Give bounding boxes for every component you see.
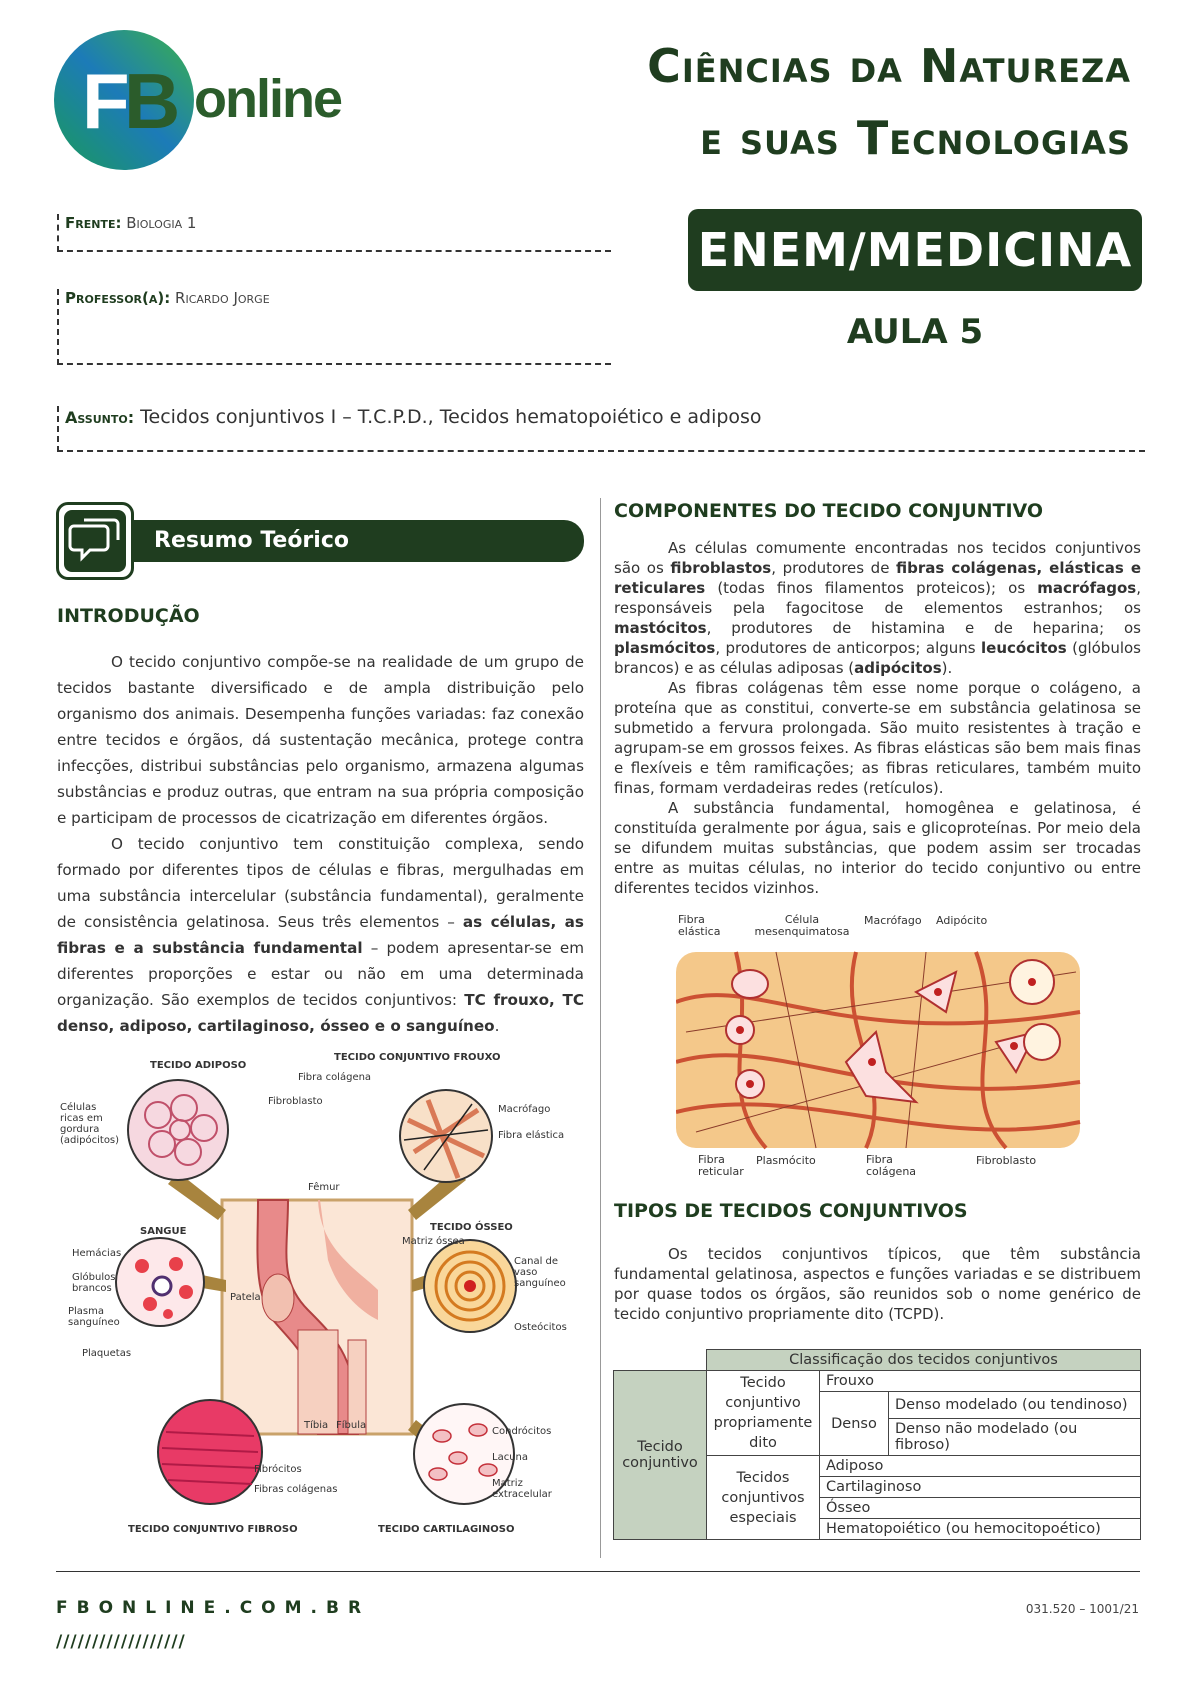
- label2-fibra-reticular: Fibra reticular: [698, 1153, 744, 1178]
- title-line-2: e suas Tecnologias: [700, 111, 1131, 165]
- label-fibra-colagena: Fibra colágena: [298, 1072, 372, 1083]
- resumo-title-text: Resumo Teórico: [154, 528, 349, 553]
- table-frouxo: Frouxo: [820, 1371, 1141, 1392]
- professor-label: Professor(a):: [65, 289, 171, 307]
- table-root: Tecido conjuntivo: [614, 1371, 707, 1540]
- frente-value: Biologia 1: [126, 214, 197, 232]
- p2-part-a: O tecido conjuntivo tem constituição complexa, sendo formado por diferentes tipos de células e fibras, mergulhadas em uma substância intercelular (substância fundamental), geralmente de consistência gelatinosa. Seus três elementos –: [57, 835, 584, 931]
- p2-part-d: TC frouxo, TC denso, adiposo, cartilaginoso, ósseo e o sanguíneo: [57, 991, 584, 1035]
- label-femur: Fêmur: [308, 1182, 340, 1193]
- components-p1-segment: , produtores de histamina e de heparina; os: [706, 619, 1141, 637]
- label-canal: Canal de vaso sanguíneo: [514, 1256, 566, 1289]
- label2-fibroblasto: Fibroblasto: [976, 1154, 1037, 1167]
- table-hematopoietico: Hematopoiético (ou hemocitopoético): [820, 1519, 1141, 1540]
- label-osseo: TECIDO ÓSSEO: [430, 1222, 513, 1233]
- logo-text: online: [194, 69, 341, 129]
- table-adiposo: Adiposo: [820, 1456, 1141, 1477]
- intro-paragraph-1: O tecido conjuntivo compõe-se na realidade de um grupo de tecidos bastante diversificado e de ampla distribuição pelo organismo dos animais. Desempenha funções variadas: faz conexão entre tecidos e órgãos, dá sustentação mecânica, protege contra infecções, distribui substâncias pelo organismo, armazena algumas substâncias e produz outras, que entram na sua própria composição e participam de processos de cicatrização em diferentes órgãos.: [57, 653, 584, 827]
- table-tcpd: Tecido conjuntivo propriamente dito: [707, 1371, 820, 1456]
- components-p1-segment: As células comumente encontradas nos tecidos conjuntivos são os: [614, 539, 1141, 577]
- types-heading: TIPOS DE TECIDOS CONJUNTIVOS: [614, 1200, 968, 1222]
- p2-part-e: .: [494, 1017, 500, 1035]
- components-paragraph-3: A substância fundamental, homogênea e gelatinosa, é constituída geralmente por água, sais e glicoproteínas. Por meio dela se difundem muitas substâncias, que podem assim ser trocadas entre as muitas células, no interior do tecido conjuntivo ou entre diferentes tecidos vizinhos.: [614, 799, 1141, 897]
- svg-text:F: F: [82, 57, 130, 145]
- label-fibroblasto: Fibroblasto: [268, 1096, 323, 1107]
- components-p1-segment: fibroblastos: [670, 559, 772, 577]
- label-fibroso: TECIDO CONJUNTIVO FIBROSO: [128, 1524, 298, 1535]
- table-denso: Denso: [820, 1392, 889, 1456]
- components-text: [614, 538, 1141, 898]
- components-p1-segment: , responsáveis pela fagocitose de elementos estranhos; os: [614, 579, 1141, 617]
- label-matriz-ossea: Matriz óssea: [402, 1236, 465, 1247]
- label2-celula-mes: Célula mesenquimatosa: [754, 913, 850, 938]
- components-heading: COMPONENTES DO TECIDO CONJUNTIVO: [614, 500, 1044, 522]
- frente-label: Frente:: [65, 214, 122, 232]
- label-matriz-extra: Matriz extracelular: [492, 1478, 552, 1500]
- components-p1-segment: , produtores de anticorpos; alguns: [715, 639, 982, 657]
- tissue-components-figure: [676, 912, 1086, 1182]
- svg-text:B: B: [124, 57, 181, 145]
- classification-table: [613, 1349, 1141, 1540]
- label2-adipocito: Adipócito: [936, 914, 988, 927]
- label-condrocitos: Condrócitos: [492, 1426, 552, 1437]
- page-title: [647, 30, 1131, 174]
- p2-part-c: – podem apresentar-se em diferentes proporções e estar ou não em uma determinada organização. São exemplos de tecidos conjuntivos:: [57, 939, 585, 1009]
- table-especiais: Tecidos conjuntivos especiais: [707, 1456, 820, 1540]
- components-p1-segment: (glóbulos brancos) e as células adiposas (: [614, 639, 1141, 677]
- table-denso-modelado: Denso modelado (ou tendinoso): [889, 1392, 1141, 1419]
- label-fibrocitos: Fibrócitos: [254, 1464, 302, 1475]
- components-p1-segment: (todas finos filamentos proteicos); os: [705, 579, 1038, 597]
- footer-url[interactable]: FBONLINE.COM.BR: [56, 1598, 371, 1618]
- label-celulas-ricas: Células ricas em gordura (adipócitos): [60, 1102, 120, 1146]
- label2-plasmocito: Plasmócito: [756, 1154, 816, 1167]
- label-patela: Patela: [230, 1292, 261, 1303]
- components-p1-segment: macrófagos: [1037, 579, 1137, 597]
- components-p1-segment: mastócitos: [614, 619, 707, 637]
- components-p1-segment: fibras colágenas, elásticas e reticulares: [614, 559, 1142, 597]
- components-paragraph-2: As fibras colágenas têm esse nome porque o colágeno, a proteína que as constitui, converte-se em substância gelatinosa se submetido a fervura prolongada. São muito resistentes à tração e agrupam-se em grossos feixes. As fibras elásticas são bem mais finas e flexíveis e têm ramificações; as fibras reticulares, também muito finas, formam verdadeiras redes (retículos).: [614, 679, 1141, 797]
- types-text: [614, 1244, 1141, 1324]
- assunto-row: [57, 406, 1145, 452]
- speech-bubble-icon: [56, 502, 134, 580]
- label-hemacias: Hemácias: [72, 1248, 122, 1259]
- components-p1-segment: plasmócitos: [614, 639, 716, 657]
- components-paragraph-1: [614, 538, 1141, 678]
- label-fibula: Fíbula: [336, 1420, 367, 1431]
- label-plaquetas: Plaquetas: [82, 1348, 132, 1359]
- frente-row: [57, 214, 611, 252]
- intro-paragraph-2: [57, 831, 584, 1039]
- p2-part-b: as células, as fibras e a substância fundamental: [57, 913, 584, 957]
- table-denso-nao-modelado: Denso não modelado (ou fibroso): [889, 1419, 1141, 1456]
- components-p1-segment: , produtores de: [771, 559, 897, 577]
- fb-online-logo: [52, 28, 342, 178]
- assunto-label: Assunto:: [65, 408, 135, 427]
- assunto-value: Tecidos conjuntivos I – T.C.P.D., Tecidos hematopoiético e adiposo: [140, 406, 762, 428]
- connective-tissue-figure: [58, 1052, 584, 1560]
- label-sangue: SANGUE: [140, 1226, 187, 1237]
- components-p1-segment: adipócitos: [854, 659, 942, 677]
- label2-macrofago: Macrófago: [864, 914, 922, 927]
- label-adiposo: TECIDO ADIPOSO: [150, 1060, 247, 1071]
- column-divider: [600, 498, 601, 1558]
- label-plasma: Plasma sanguíneo: [68, 1306, 120, 1328]
- label-cartilaginoso: TECIDO CARTILAGINOSO: [378, 1524, 515, 1535]
- components-p1-segment: ).: [941, 659, 953, 677]
- components-illustration: [676, 912, 1086, 1182]
- title-line-1: Ciências da Natureza: [647, 39, 1131, 93]
- table-cartilaginoso: Cartilaginoso: [820, 1477, 1141, 1498]
- lesson-number: AULA 5: [846, 312, 984, 352]
- exam-badge: ENEM/MEDICINA: [688, 209, 1142, 291]
- intro-text: [57, 649, 584, 1039]
- label-osteocitos: Osteócitos: [514, 1322, 567, 1333]
- intro-heading: INTRODUÇÃO: [57, 605, 200, 627]
- components-p1-segment: leucócitos: [981, 639, 1067, 657]
- footer-slashes: //////////////////: [56, 1632, 186, 1652]
- footer-divider: [56, 1571, 1140, 1572]
- table-caption: Classificação dos tecidos conjuntivos: [707, 1350, 1141, 1371]
- label2-fibra-elastica: Fibra elástica: [678, 913, 721, 938]
- types-paragraph: Os tecidos conjuntivos típicos, que têm substância fundamental gelatinosa, aspectos e funções variadas e se distribuem por quase todos os órgãos, são reunidos sob o nome genérico de tecido conjuntivo propriamente dito (TCPD).: [614, 1245, 1141, 1323]
- table-osseo: Ósseo: [820, 1498, 1141, 1519]
- label-tibia: Tíbia: [304, 1420, 329, 1431]
- label-fibra-elastica: Fibra elástica: [498, 1130, 565, 1141]
- label-macrofago: Macrófago: [498, 1104, 551, 1115]
- professor-row: [57, 289, 611, 365]
- label-lacuna: Lacuna: [492, 1452, 529, 1463]
- footer-code: 031.520 – 1001/21: [1025, 1602, 1139, 1616]
- resumo-title: [130, 520, 584, 562]
- label2-fibra-colagena: Fibra colágena: [866, 1153, 917, 1178]
- label-frouxo: TECIDO CONJUNTIVO FROUXO: [334, 1052, 501, 1063]
- professor-value: Ricardo Jorge: [175, 289, 270, 307]
- label-globulos: Glóbulos brancos: [72, 1272, 116, 1294]
- label-fibras-colagenas: Fibras colágenas: [254, 1484, 338, 1495]
